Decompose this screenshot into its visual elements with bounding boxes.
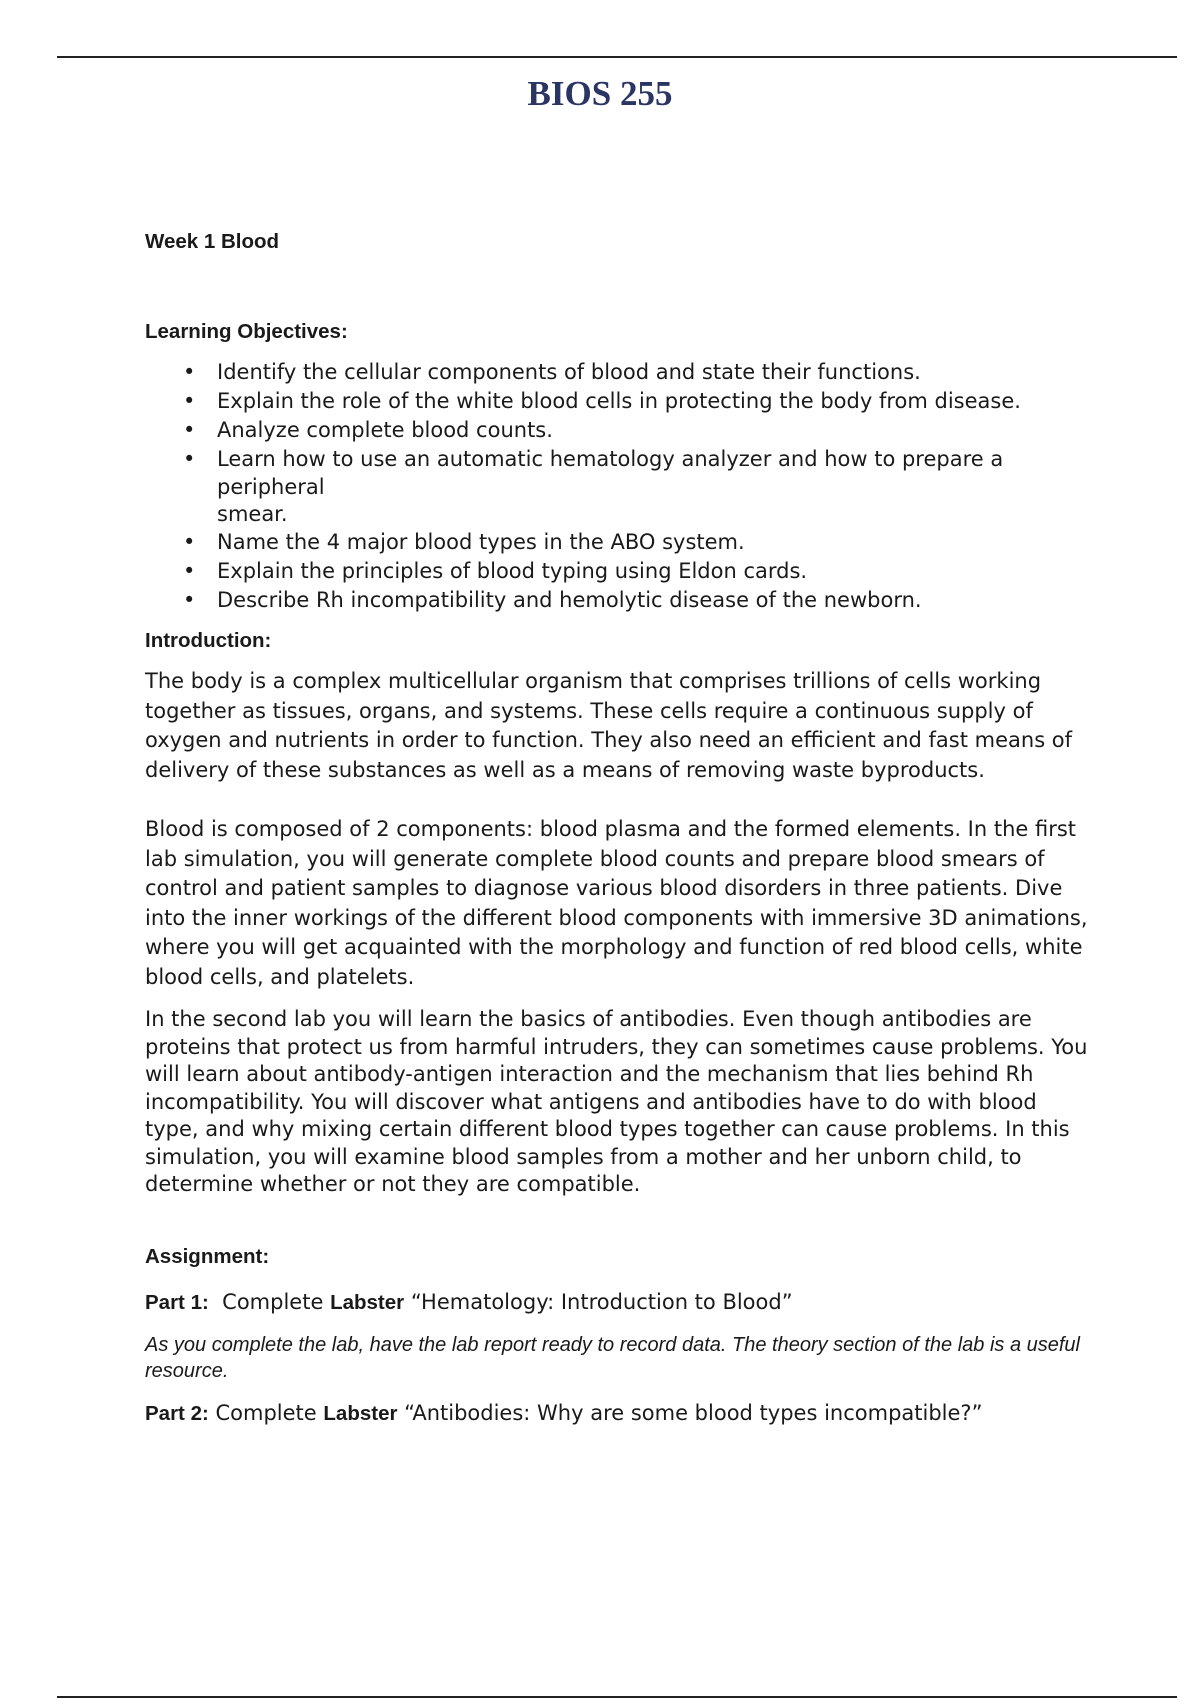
part-label: Part 2: — [145, 1401, 209, 1425]
objective-text: Identify the cellular components of blood and state their functions. — [217, 360, 921, 384]
document-body — [145, 230, 1090, 1443]
bottom-rule — [57, 1696, 1177, 1698]
objective-item — [145, 528, 1090, 557]
objective-item — [145, 358, 1090, 387]
objective-text: Name the 4 major blood types in the ABO system. — [217, 530, 745, 554]
top-rule — [57, 56, 1177, 58]
part-lab-title: “Antibodies: Why are some blood types incompatible?” — [404, 1400, 983, 1425]
objective-text: Learn how to use an automatic hematology analyzer and how to prepare a — [217, 447, 1004, 471]
objective-text: Explain the role of the white blood cells in protecting the body from disease. — [217, 389, 1021, 413]
objectives-list — [145, 358, 1090, 615]
objective-item — [145, 416, 1090, 445]
part-verb: Complete — [215, 1400, 317, 1425]
introduction-heading: Introduction: — [145, 629, 272, 652]
part-lab-title: “Hematology: Introduction to Blood” — [410, 1289, 793, 1314]
objective-text: Analyze complete blood counts. — [217, 418, 553, 442]
objective-text-continued: smear. — [217, 502, 288, 526]
week-heading: Week 1 Blood — [145, 230, 280, 253]
part-brand: Labster — [323, 1401, 398, 1425]
intro-paragraph: In the second lab you will learn the basics of antibodies. Even though antibodies are proteins that protect us from harmful intruders, they can sometimes cause problems. You will learn about antibody-antigen interaction and the mechanism that lies behind Rh incompatibility. You will discover what antigens and antibodies have to do with blood type, and why mixing certain different blood types together can cause problems. In this simulation, you will examine blood samples from a mother and her unborn child, to determine whether or not they are compatible. — [145, 1007, 1088, 1196]
objectives-heading: Learning Objectives: — [145, 320, 348, 343]
assignment-heading: Assignment: — [145, 1244, 270, 1268]
objective-item — [145, 557, 1090, 586]
part-label: Part 1: — [145, 1290, 209, 1314]
intro-paragraph: Blood is composed of 2 components: blood plasma and the formed elements. In the first lab simulation, you will generate complete blood counts and prepare blood smears of control and patient samples to diagnose various blood disorders in three patients. Dive into the inner workings of the different blood components with immersive 3D animations, where you will get acquainted with the morphology and function of red blood cells, white blood cells, and platelets. — [145, 817, 1088, 989]
intro-paragraph: The body is a complex multicellular organism that comprises trillions of cells working together as tissues, organs, and systems. These cells require a continuous supply of oxygen and nutrients in order to function. They also need an efficient and fast means of delivery of these substances as well as a means of removing waste byproducts. — [145, 669, 1073, 782]
assignment-part-1 — [145, 1287, 1090, 1318]
objective-text: Explain the principles of blood typing using Eldon cards. — [217, 559, 808, 583]
assignment-part-2 — [145, 1398, 1090, 1429]
lab-report-note: As you complete the lab, have the lab report ready to record data. The theory section of the lab is a useful resource. — [145, 1333, 1080, 1382]
part-verb: Complete — [222, 1289, 324, 1314]
objective-text: Describe Rh incompatibility and hemolytic disease of the newborn. — [217, 588, 922, 612]
objective-text-continued: peripheral — [217, 475, 325, 499]
objective-item — [145, 445, 1090, 528]
document-title: BIOS 255 — [527, 74, 673, 113]
part-brand: Labster — [330, 1290, 405, 1314]
objective-item — [145, 387, 1090, 416]
objective-item — [145, 586, 1090, 615]
